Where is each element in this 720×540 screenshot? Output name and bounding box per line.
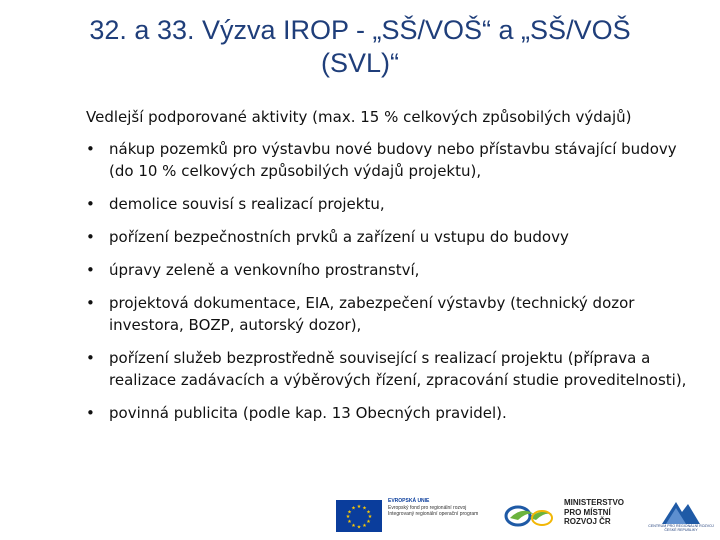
svg-text:★: ★	[356, 504, 362, 510]
logo-bar	[336, 490, 720, 540]
list-item	[86, 259, 692, 281]
crr-logo-line-2: ČESKÉ REPUBLIKY	[664, 528, 698, 533]
list-item	[86, 226, 692, 248]
list-item	[86, 193, 692, 215]
bullet-icon: •	[86, 294, 95, 312]
list-item-text: povinná publicita (podle kap. 13 Obecných pravidel).	[109, 404, 507, 422]
slide-title-line-2: (SVL)“	[320, 48, 399, 78]
list-item	[86, 292, 692, 336]
bullet-icon: •	[86, 404, 95, 422]
svg-text:★: ★	[362, 523, 367, 529]
svg-text:★: ★	[362, 505, 367, 512]
mmr-logo-line-1: MINISTERSTVO	[564, 498, 625, 507]
eu-logo-fund: Evropský fond pro regionální rozvoj	[388, 504, 467, 511]
bullet-icon: •	[86, 195, 95, 213]
crr-logo-line-1: CENTRUM PRO REGIONÁLNÍ ROZVOJ	[648, 524, 714, 528]
list-item-text: pořízení služeb bezprostředně související s realizací projektu (příprava a realizace zadávacích a výběrových řízení, zpracování studie proveditelnosti),	[109, 349, 687, 389]
list-item-text: nákup pozemků pro výstavbu nové budovy nebo přístavbu stávající budovy (do 10 % celkových způsobilých výdajů projektu),	[109, 140, 677, 180]
svg-text:★: ★	[366, 509, 371, 516]
list-item-text: projektová dokumentace, EIA, zabezpečení výstavby (technický dozor investora, BOZP, autorský dozor),	[109, 294, 635, 334]
slide-title	[30, 14, 690, 80]
svg-text:★: ★	[366, 519, 371, 525]
list-item	[86, 138, 692, 182]
slide-title-line-1: 32. a 33. Výzva IROP - „SŠ/VOŠ“ a „SŠ/VOŠ	[89, 15, 631, 45]
crr-logo-text	[642, 524, 720, 532]
svg-text:★: ★	[356, 524, 362, 531]
svg-text:★: ★	[351, 505, 356, 512]
eu-logo-heading: EVROPSKÁ UNIE	[388, 498, 430, 504]
svg-text:★: ★	[347, 509, 352, 516]
list-item	[86, 402, 692, 424]
svg-text:★: ★	[347, 519, 352, 525]
content-area	[86, 106, 692, 435]
intro-text: Vedlejší podporované aktivity (max. 15 % celkových způsobilých výdajů)	[86, 108, 632, 126]
mmr-logo-line-3: ROZVOJ ČR	[564, 517, 611, 526]
eu-logo-text	[388, 498, 496, 518]
list-item	[86, 347, 692, 391]
svg-text:★: ★	[367, 514, 373, 520]
eu-flag-icon	[336, 500, 382, 532]
irop-logo-icon	[504, 502, 554, 528]
bullet-icon: •	[86, 349, 95, 367]
list-item-text: demolice souvisí s realizací projektu,	[109, 195, 385, 213]
bullet-list	[86, 138, 692, 424]
mmr-logo-line-2: PRO MÍSTNÍ	[564, 507, 611, 517]
bullet-icon: •	[86, 140, 95, 158]
bullet-icon: •	[86, 228, 95, 246]
svg-text:★: ★	[351, 523, 356, 529]
mmr-logo-text	[564, 498, 634, 527]
list-item-text: pořízení bezpečnostních prvků a zařízení u vstupu do budovy	[109, 228, 569, 246]
bullet-icon: •	[86, 261, 95, 279]
list-item-text: úpravy zeleně a venkovního prostranství,	[109, 261, 420, 279]
eu-logo-program: Integrovaný regionální operační program	[388, 511, 479, 517]
svg-text:★: ★	[345, 514, 351, 520]
